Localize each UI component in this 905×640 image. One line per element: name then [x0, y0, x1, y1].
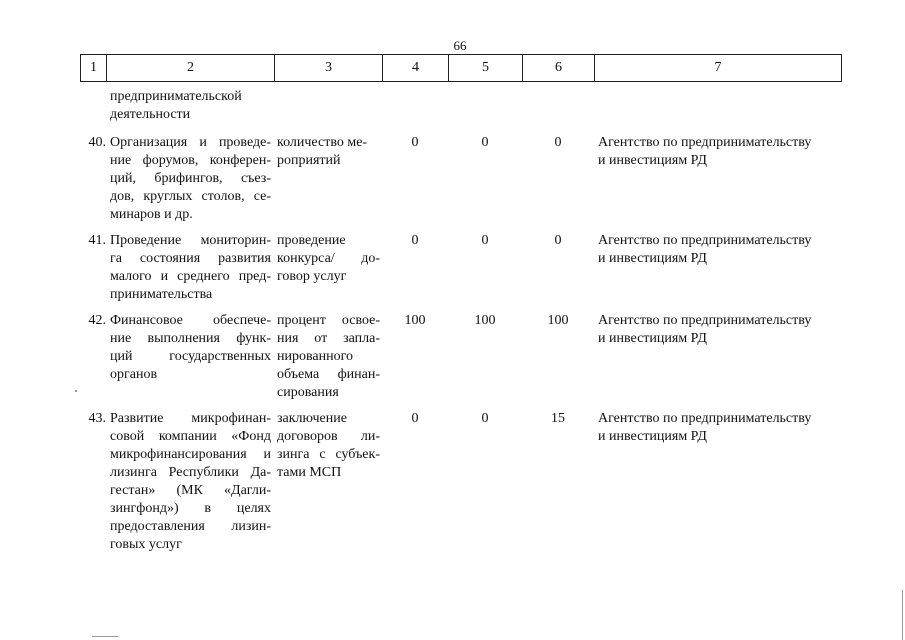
- executor: Агентство по предпринимательству и инвестициям РД: [598, 411, 812, 444]
- table-header-row: [80, 54, 842, 82]
- header-col-1: 1: [81, 55, 107, 81]
- continued-text: [110, 88, 275, 124]
- header-col-7: 7: [714, 60, 722, 75]
- activity-name: Проведение мониторин- га состояния развития малого и среднего пред- принимательства: [110, 233, 271, 302]
- executor: Агентство по предпринимательству и инвестициям РД: [598, 313, 812, 346]
- executor: Агентство по предпринимательству и инвестициям РД: [598, 233, 812, 266]
- page-number: 66: [453, 38, 467, 53]
- value-col-6: 100: [547, 313, 569, 328]
- indicator: количество ме- роприятий: [277, 135, 368, 168]
- scan-dot: [75, 390, 77, 392]
- header-col-2: 2: [107, 55, 275, 81]
- header-col-4: 4: [383, 55, 449, 81]
- executor: Агентство по предпринимательству и инвестициям РД: [598, 135, 812, 168]
- scan-mark: [92, 636, 118, 637]
- value-col-4: 0: [411, 411, 419, 426]
- header-col-6: 6: [523, 55, 595, 81]
- value-col-5: 0: [481, 135, 489, 150]
- activity-name: Развитие микрофинан- совой компании «Фонд микрофинансирования и лизинга Республики Да- гестан» (МК «Дагли- зингфонд») в целях предоставления лизин- говых услуг: [110, 411, 271, 552]
- activity-name: Финансовое обеспече- ние выполнения функ- ций государственных органов: [110, 313, 271, 382]
- scan-edge-line: [902, 590, 903, 640]
- continued-line: предпринимательской: [110, 89, 242, 104]
- row-number: 42.: [88, 313, 106, 328]
- value-col-4: 100: [404, 313, 426, 328]
- activity-name: Организация и проведе- ние форумов, конферен- ций, брифингов, съез- дов, круглых столов, се- минаров и др.: [110, 135, 271, 222]
- row-number: 41.: [88, 233, 106, 248]
- value-col-5: 0: [481, 233, 489, 248]
- indicator: заключение договоров ли- зинга с субъек- тами МСП: [277, 411, 380, 480]
- value-col-6: 0: [554, 233, 562, 248]
- value-col-4: 0: [411, 233, 419, 248]
- value-col-6: 0: [554, 135, 562, 150]
- indicator: процент освое- ния от запла- нированного объема финан- сирования: [277, 313, 380, 400]
- value-col-5: 0: [481, 411, 489, 426]
- row-number: 43.: [88, 411, 106, 426]
- row-number: 40.: [88, 135, 106, 150]
- header-col-3: 3: [275, 55, 383, 81]
- header-col-5: 5: [449, 55, 523, 81]
- continued-line: деятельности: [110, 107, 191, 122]
- value-col-6: 15: [551, 411, 565, 426]
- value-col-4: 0: [411, 135, 419, 150]
- value-col-5: 100: [474, 313, 496, 328]
- indicator: проведение конкурса/ до- говор услуг: [277, 233, 380, 284]
